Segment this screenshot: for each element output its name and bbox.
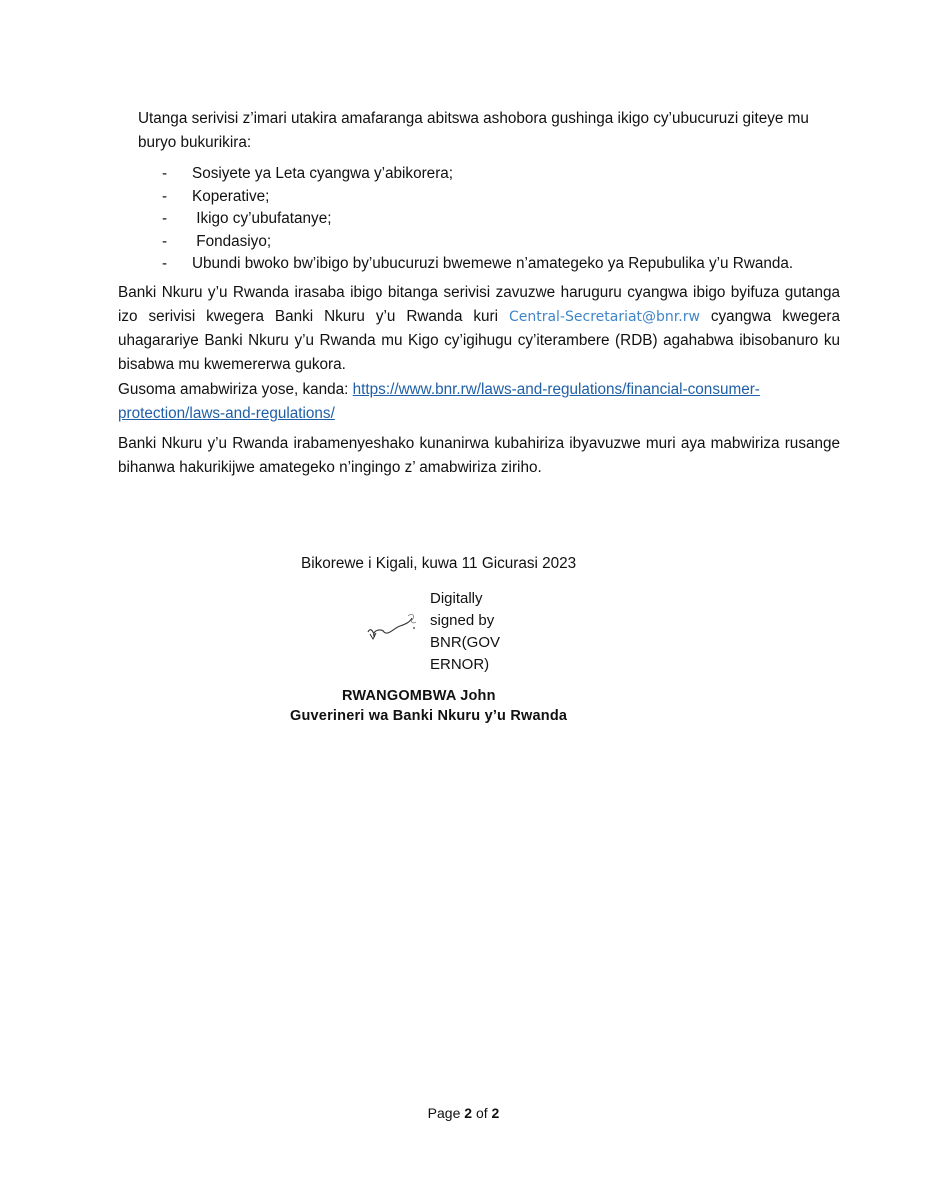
regulations-link[interactable]: https://www.bnr.rw/laws-and-regulations/financial-consumer-protection/laws-and-regulations/ [118, 381, 760, 422]
list-item: - Sosiyete ya Leta cyangwa y’abikorera; [162, 163, 842, 186]
contact-paragraph: Banki Nkuru y’u Rwanda irasaba ibigo bitanga serivisi zavuzwe haruguru cyangwa ibigo byifuza gutanga izo serivisi kwegera Banki Nkuru y’u Rwanda kuri Central-Secretariat@bnr.rw cyangwa kwegera uhagarariye Banki Nkuru y’u Rwanda mu Kigo cy’igihugu cy’iterambere (RDB) agahabwa ibisobanuro ku bisabwa mu kwemererwa gukora. [118, 284, 840, 373]
entity-type-list [162, 163, 842, 276]
intro-paragraph: Utanga serivisi z’imari utakira amafaranga abitswa ashobora gushinga ikigo cy’ubucuruzi giteye mu buryo bukurikira: [138, 110, 809, 151]
list-item: - Ubundi bwoko bw’ibigo by’ubucuruzi bwemewe n’amategeko ya Repubulika y’u Rwanda. [162, 253, 842, 276]
signature-scribble-icon [364, 606, 424, 646]
list-dash: - [162, 232, 168, 250]
list-dash: - [162, 255, 168, 272]
email-link[interactable]: Central-Secretariat@bnr.rw [508, 309, 700, 325]
warning-paragraph: Banki Nkuru y’u Rwanda irabamenyeshako kunanirwa kubahiriza ibyavuzwe muri aya mabwiriza rusange bihanwa hakurikijwe amategeko n’ingingo z’ amabwiriza ziriho. [118, 435, 840, 476]
regulations-paragraph: Gusoma amabwiriza yose, kanda: https://www.bnr.rw/laws-and-regulations/financial-consumer-protection/laws-and-regulations/ [118, 381, 760, 422]
list-item: - Koperative; [162, 186, 842, 209]
list-item: - Fondasiyo; [162, 231, 842, 254]
list-item: - Ikigo cy’ubufatanye; [162, 208, 842, 231]
list-dash: - [162, 187, 168, 205]
signatory-title: Guverineri wa Banki Nkuru y’u Rwanda [290, 708, 568, 724]
page-number-footer: Page 2 of 2 [427, 1105, 500, 1121]
signatory-name: RWANGOMBWA John [342, 688, 496, 704]
digital-signature-block [364, 588, 524, 678]
list-dash: - [162, 210, 168, 227]
date-place-line: Bikorewe i Kigali, kuwa 11 Gicurasi 2023 [301, 555, 577, 572]
list-dash: - [162, 165, 168, 182]
digital-signature-text: Digitally signed by BNR(GOV ERNOR) [430, 590, 501, 673]
